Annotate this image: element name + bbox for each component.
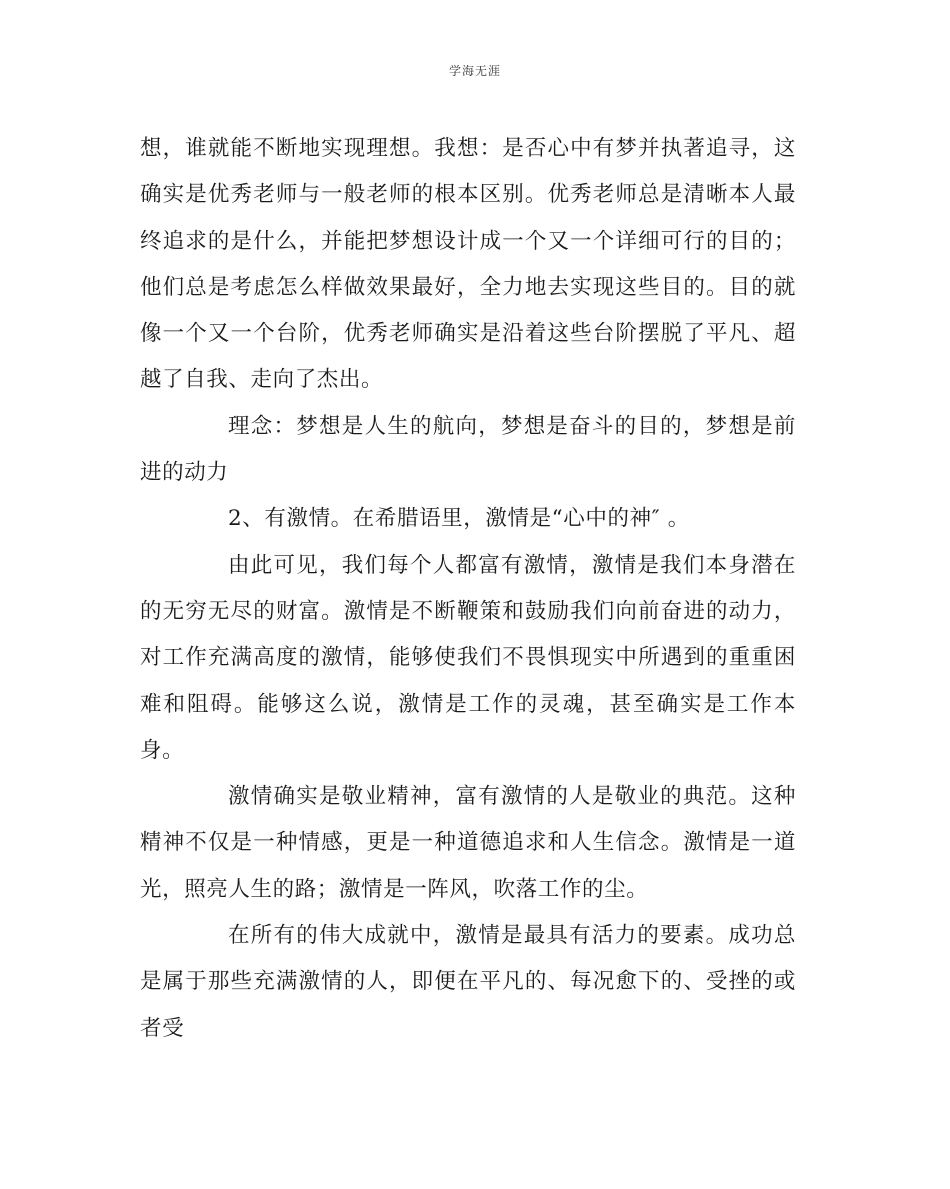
paragraph-passion-dedication: 激情确实是敬业精神，富有激情的人是敬业的典范。这种精神不仅是一种情感，更是一种道德追求和人生信念。激情是一道光，照亮人生的路；激情是一阵风，吹落工作的尘。	[140, 784, 796, 902]
body-text	[140, 126, 796, 1052]
paragraph-section-2-heading: 2、有激情。在希腊语里，激情是“心中的神″ 。	[228, 506, 690, 532]
paragraph-passion-success: 在所有的伟大成就中，激情是最具有活力的要素。成功总是属于那些充满激情的人，即便在平凡的、每况愈下的、受挫的或者受	[140, 923, 796, 1041]
paragraph-continuation: 想，谁就能不断地实现理想。我想：是否心中有梦并执著追寻，这确实是优秀老师与一般老师的根本区别。优秀老师总是清晰本人最终追求的是什么，并能把梦想设计成一个又一个详细可行的目的；他们总是考虑怎么样做效果最好，全力地去实现这些目的。目的就像一个又一个台阶，优秀老师确实是沿着这些台阶摆脱了平凡、超越了自我、走向了杰出。	[140, 136, 796, 393]
paragraph-idea: 理念：梦想是人生的航向，梦想是奋斗的目的，梦想是前进的动力	[140, 413, 796, 486]
paragraph-passion-wealth: 由此可见，我们每个人都富有激情，激情是我们本身潜在的无穷无尽的财富。激情是不断鞭策和鼓励我们向前奋进的动力，对工作充满高度的激情，能够使我们不畏惧现实中所遇到的重重困难和阻碍。能够这么说，激情是工作的灵魂，甚至确实是工作本身。	[140, 552, 796, 763]
page-header: 学海无涯	[448, 64, 501, 78]
